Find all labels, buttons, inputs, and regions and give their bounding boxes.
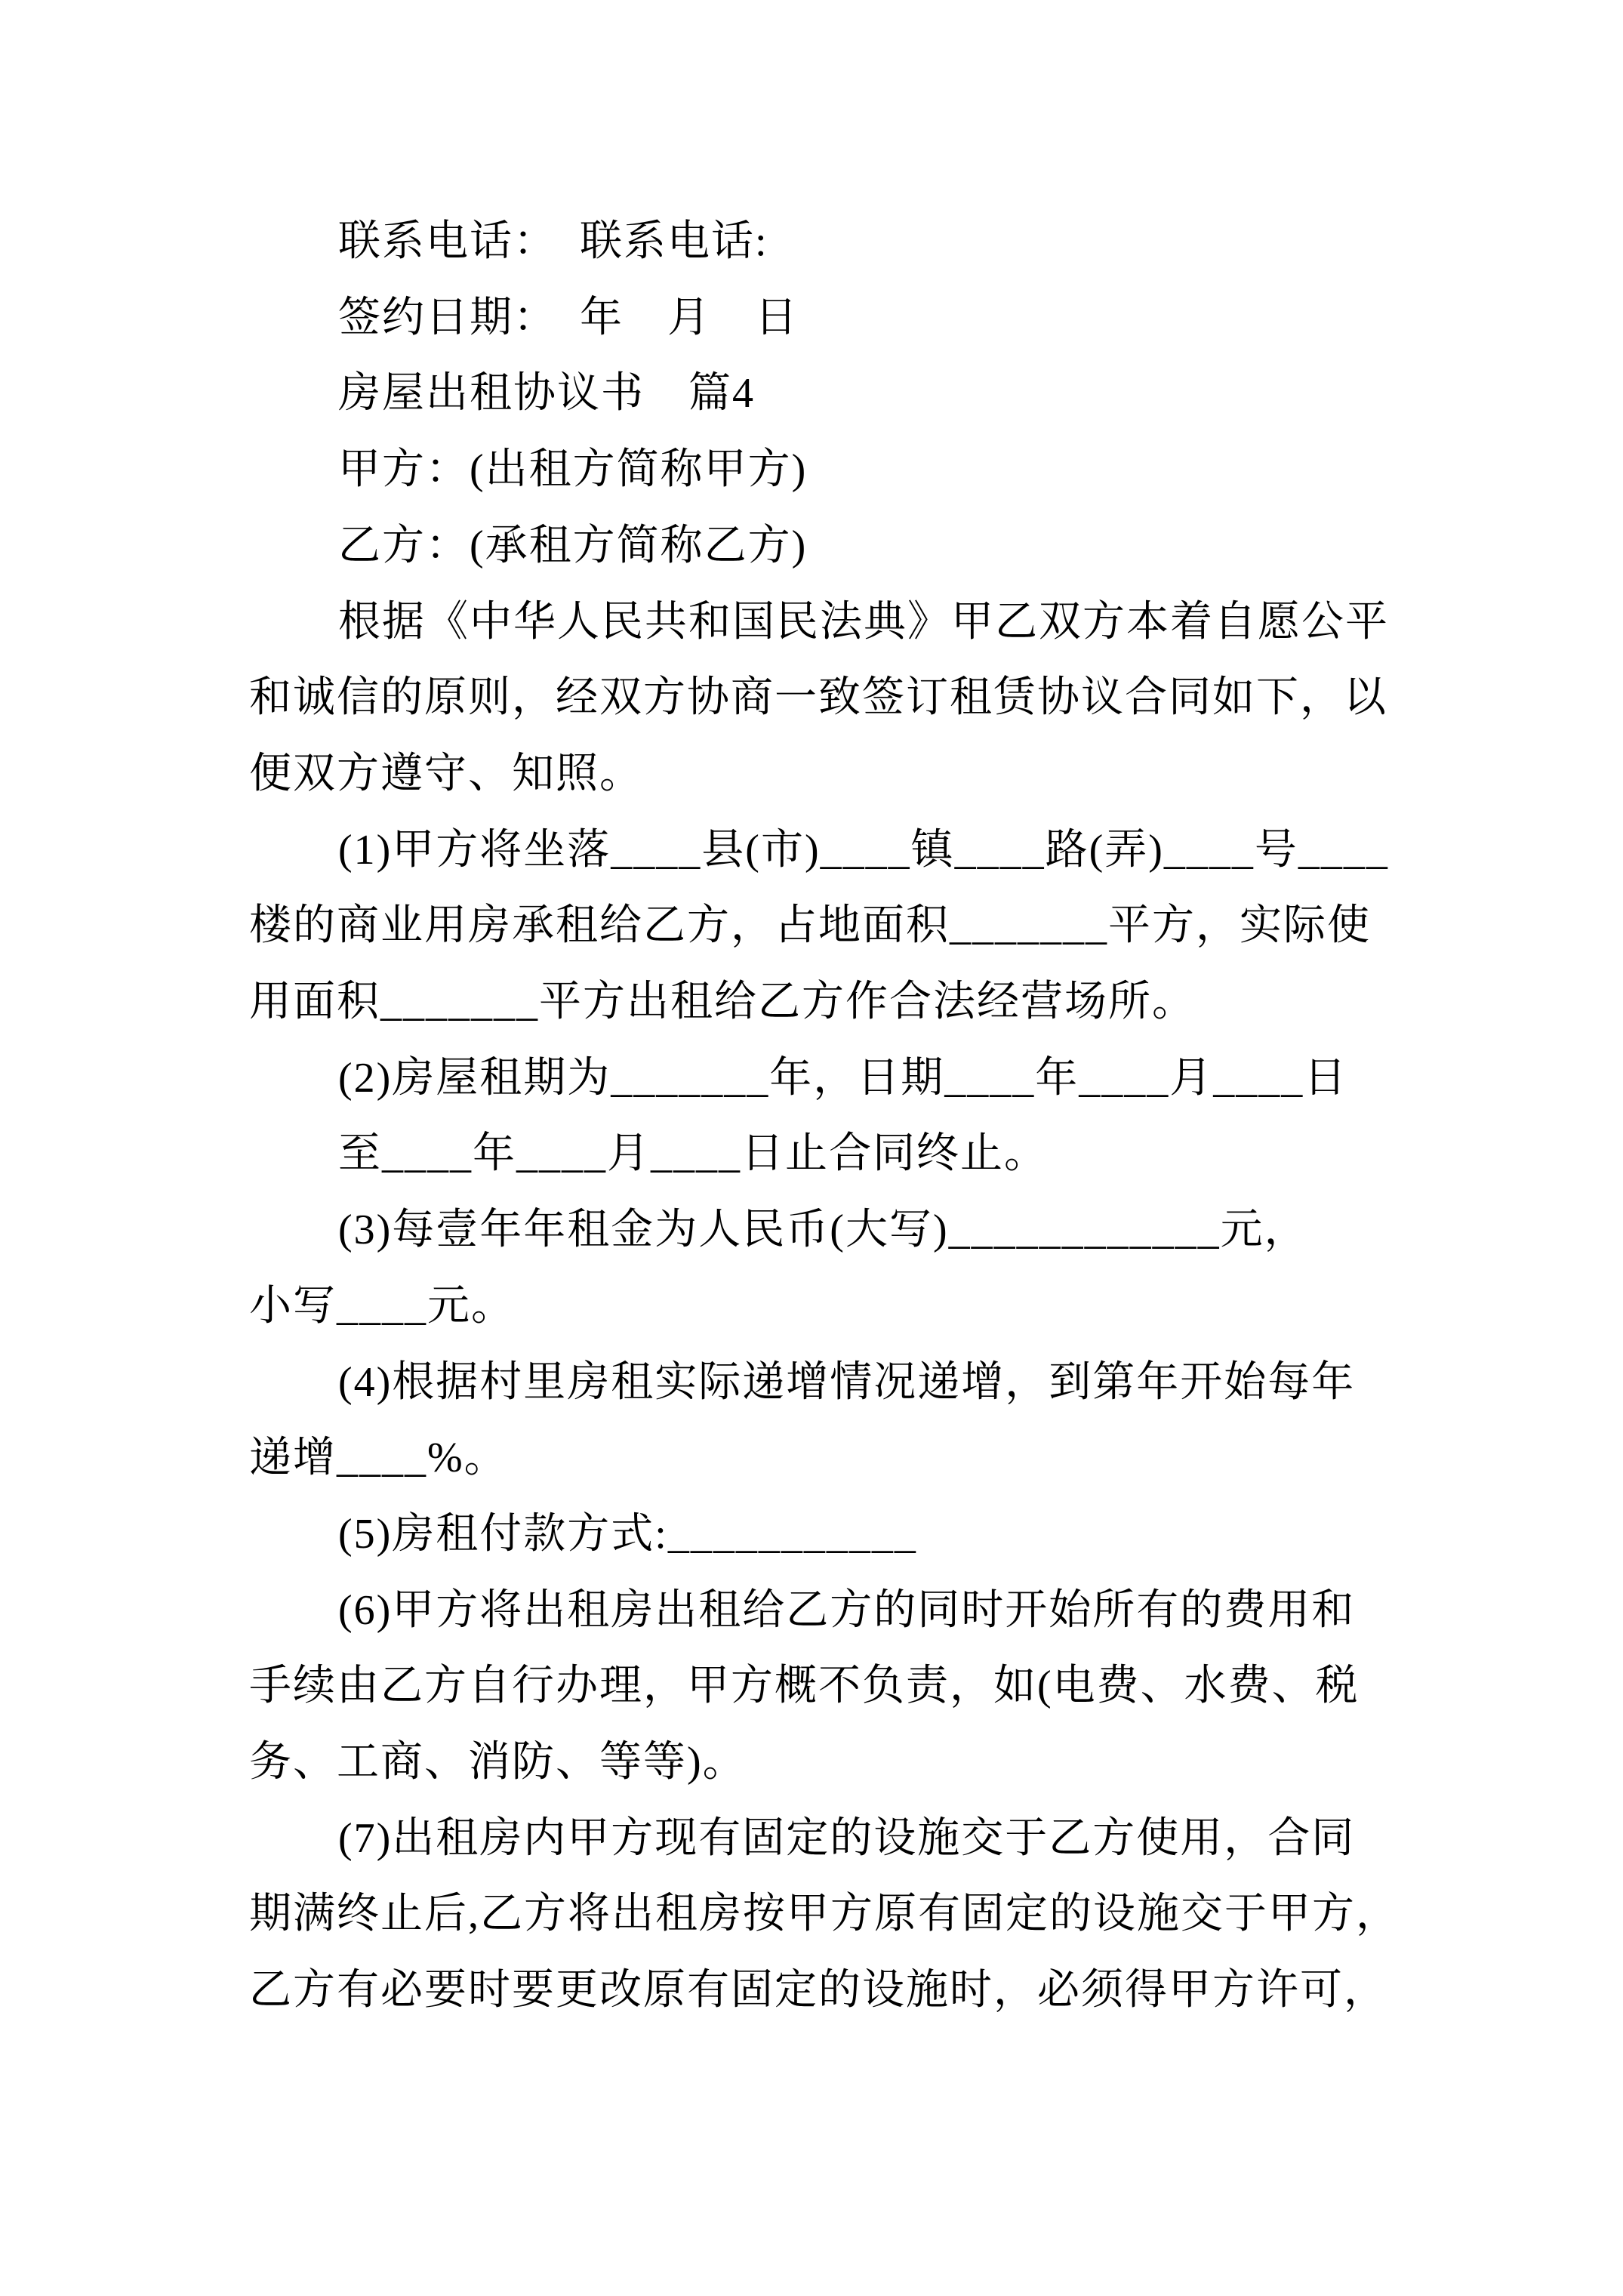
doc-line-clause-6a: (6)甲方将出租房出租给乙方的同时开始所有的费用和: [338, 1586, 1356, 1634]
document-body: [249, 204, 1457, 2029]
doc-line-clause-1c: 用面积_______平方出租给乙方作合法经营场所。: [249, 978, 1196, 1026]
doc-line-party-b: 乙方：(承租方简称乙方): [338, 522, 808, 569]
doc-line-clause-4a: (4)根据村里房租实际递增情况递增，到第年开始每年: [338, 1358, 1356, 1406]
doc-line-clause-1b: 楼的商业用房承租给乙方，占地面积_______平方，实际使: [249, 902, 1371, 950]
doc-line-clause-1a: (1)甲方将坐落____县(市)____镇____路(弄)____号____: [338, 826, 1389, 874]
doc-line-clause-6b: 手续由乙方自行办理，甲方概不负责，如(电费、水费、税: [249, 1663, 1360, 1710]
doc-line-clause-3a: (3)每壹年年租金为人民币(大写)____________元，: [338, 1207, 1308, 1254]
doc-line-clause-7a: (7)出租房内甲方现有固定的设施交于乙方使用，合同: [338, 1814, 1356, 1862]
doc-line-clause-2a: (2)房屋租期为_______年，日期____年____月____日: [338, 1054, 1348, 1102]
doc-line-contact-phones: 联系电话： 联系电话:: [338, 218, 768, 265]
doc-line-preamble-2: 和诚信的原则，经双方协商一致签订租赁协议合同如下，以: [249, 674, 1387, 722]
doc-line-clause-5: (5)房租付款方式:___________: [338, 1510, 917, 1558]
doc-line-clause-4b: 递增____%。: [249, 1435, 508, 1482]
doc-line-clause-6c: 务、工商、消防、等等)。: [249, 1739, 747, 1786]
doc-line-clause-7c: 乙方有必要时要更改原有固定的设施时，必须得甲方许可，: [249, 1967, 1387, 2014]
doc-line-signing-date: 签约日期： 年 月 日: [338, 294, 799, 341]
doc-line-clause-3b: 小写____元。: [249, 1282, 515, 1330]
doc-line-preamble-3: 便双方遵守、知照。: [249, 750, 643, 797]
doc-line-title: 房屋出租协议书 篇4: [338, 370, 755, 418]
doc-line-clause-7b: 期满终止后,乙方将出租房按甲方原有固定的设施交于甲方，: [249, 1891, 1400, 1938]
doc-line-party-a: 甲方：(出租方简称甲方): [338, 446, 808, 494]
doc-line-preamble-1: 根据《中华人民共和国民法典》甲乙双方本着自愿公平: [338, 598, 1389, 646]
doc-line-clause-2b: 至____年____月____日止合同终止。: [338, 1130, 1048, 1178]
